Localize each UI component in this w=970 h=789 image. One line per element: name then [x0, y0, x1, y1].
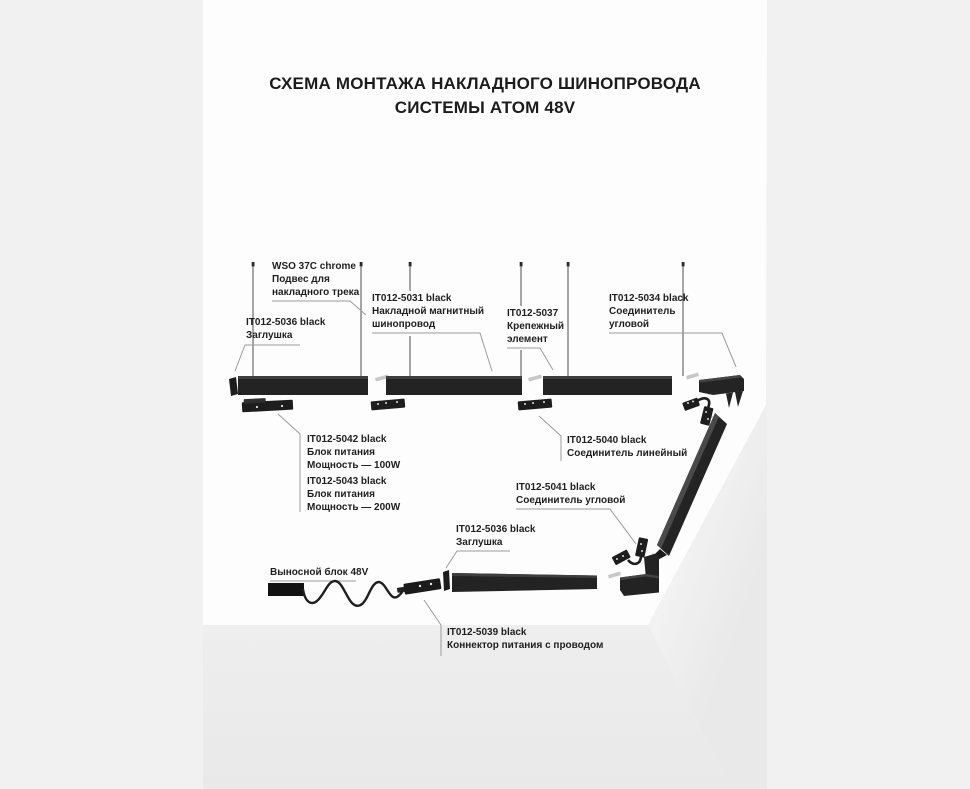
title-line-1: СХЕМА МОНТАЖА НАКЛАДНОГО ШИНОПРОВОДА: [269, 74, 701, 93]
label-mount: IT012-5037 Крепежный элемент: [507, 308, 565, 345]
label-endcap-bottom: IT012-5036 black Заглушка: [456, 524, 536, 548]
remote-power-block: [268, 583, 304, 596]
title-line-2: СИСТЕМЫ АТОМ 48V: [394, 97, 576, 117]
label-corner-34: IT012-5034 black Соединитель угловой: [609, 293, 689, 330]
label-psu-100: IT012-5042 black Блок питания Мощность — 100W: [307, 434, 401, 471]
label-endcap-top: IT012-5036 black Заглушка: [246, 317, 326, 341]
label-corner-41: IT012-5041 black Соединитель угловой: [516, 482, 626, 506]
label-remote-block: Выносной блок 48V: [270, 567, 369, 578]
label-power-connector: IT012-5039 black Коннектор питания с проводом: [447, 627, 604, 651]
label-suspension: WSO 37C chrome Подвес для накладного трека: [272, 261, 360, 298]
label-linear: IT012-5040 black Соединитель линейный: [567, 435, 688, 459]
endcap-bottom: [443, 570, 450, 591]
label-psu-200: IT012-5043 black Блок питания Мощность — 200W: [307, 476, 401, 513]
track-segments: [229, 376, 672, 396]
page-title: [0, 72, 970, 119]
label-track: IT012-5031 black Накладной магнитный шинопровод: [372, 293, 485, 330]
